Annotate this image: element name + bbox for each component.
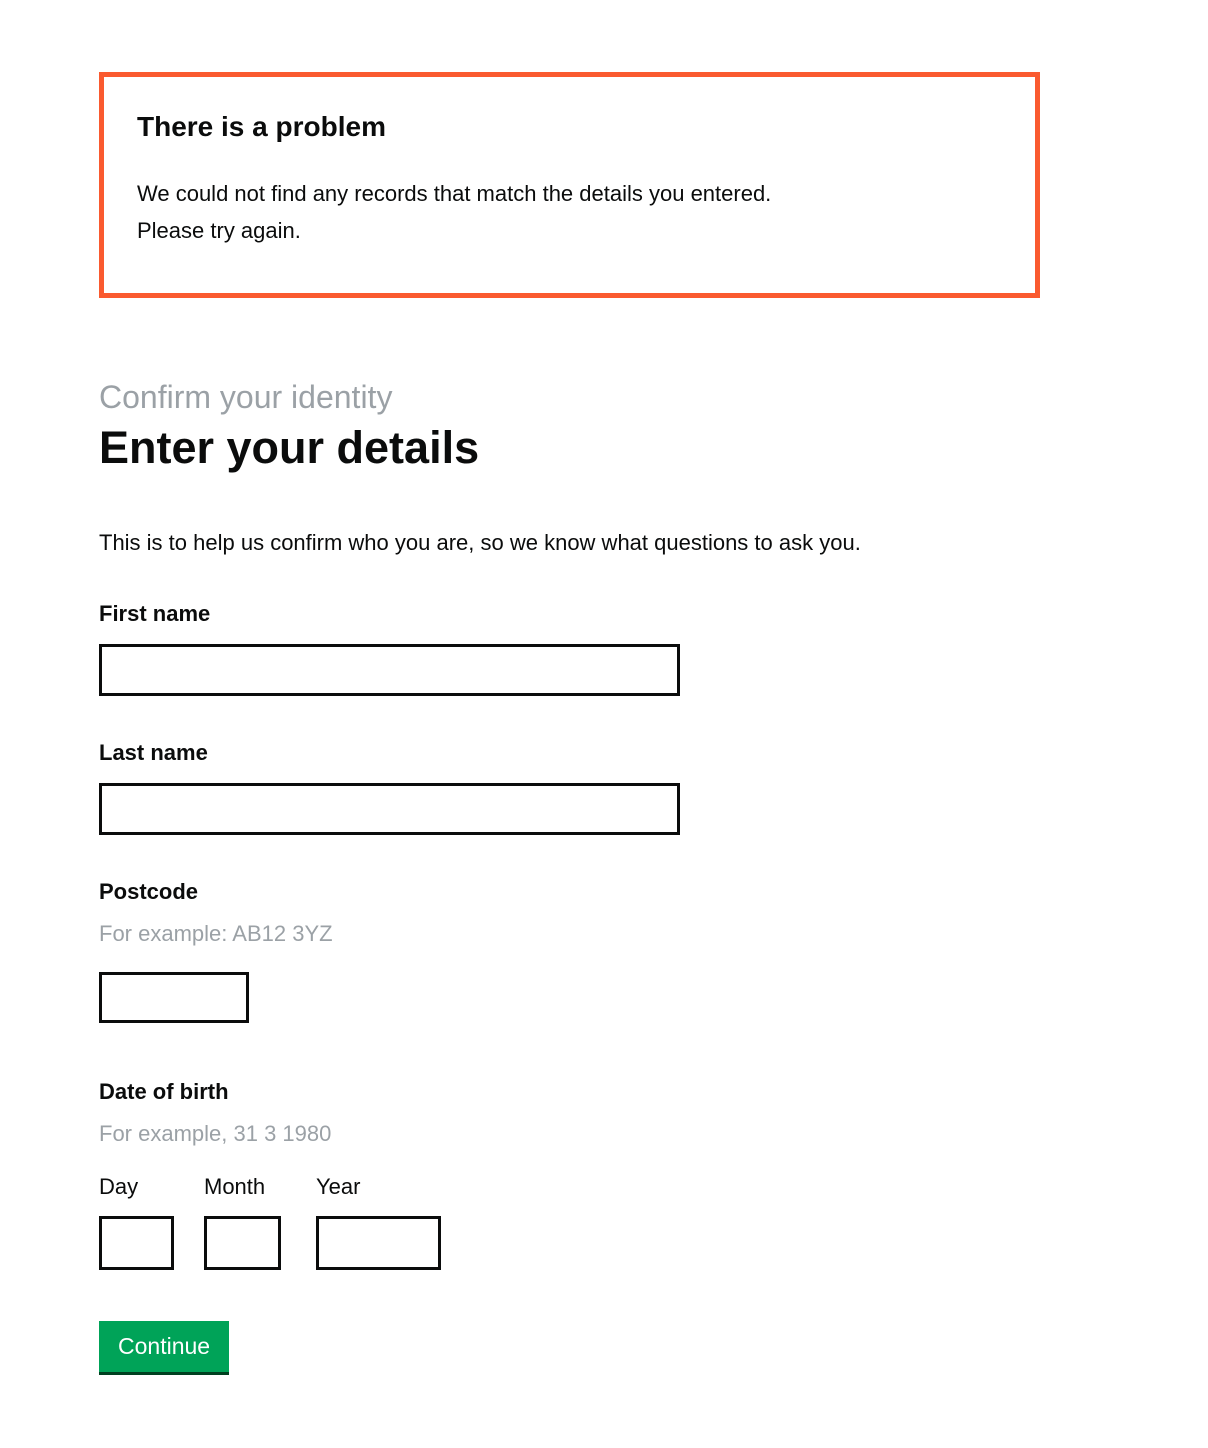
error-summary-message-line-2: Please try again. xyxy=(137,218,301,244)
continue-button[interactable]: Continue xyxy=(99,1321,229,1372)
error-summary-title: There is a problem xyxy=(137,111,386,142)
error-summary-message xyxy=(137,175,1001,249)
page-caption: Confirm your identity xyxy=(99,379,393,416)
postcode-hint: For example: AB12 3YZ xyxy=(99,921,333,947)
content-container xyxy=(99,0,1040,1372)
date-of-birth-group xyxy=(99,1079,1040,1270)
last-name-input[interactable] xyxy=(99,783,680,835)
first-name-input[interactable] xyxy=(99,644,680,696)
date-of-birth-fields xyxy=(99,1174,1040,1270)
first-name-group xyxy=(99,601,1040,696)
date-of-birth-hint: For example, 31 3 1980 xyxy=(99,1121,332,1147)
dob-month-label: Month xyxy=(204,1174,266,1200)
error-summary-message-line-1: We could not find any records that match the details you entered. xyxy=(137,181,772,207)
postcode-label: Postcode xyxy=(99,879,199,905)
error-summary-box xyxy=(99,72,1040,298)
date-of-birth-label: Date of birth xyxy=(99,1079,229,1105)
dob-month-group xyxy=(204,1174,281,1270)
dob-year-label: Year xyxy=(316,1174,361,1200)
dob-day-group xyxy=(99,1174,174,1270)
first-name-label: First name xyxy=(99,601,211,627)
page-description: This is to help us confirm who you are, so we know what questions to ask you. xyxy=(99,529,861,555)
dob-day-input[interactable] xyxy=(99,1216,174,1270)
dob-day-label: Day xyxy=(99,1174,139,1200)
postcode-group xyxy=(99,879,1040,1023)
dob-month-input[interactable] xyxy=(204,1216,281,1270)
dob-year-input[interactable] xyxy=(316,1216,441,1270)
dob-year-group xyxy=(316,1174,441,1270)
last-name-label: Last name xyxy=(99,740,208,766)
postcode-input[interactable] xyxy=(99,972,249,1023)
page-title: Enter your details xyxy=(99,422,480,474)
last-name-group xyxy=(99,740,1040,835)
